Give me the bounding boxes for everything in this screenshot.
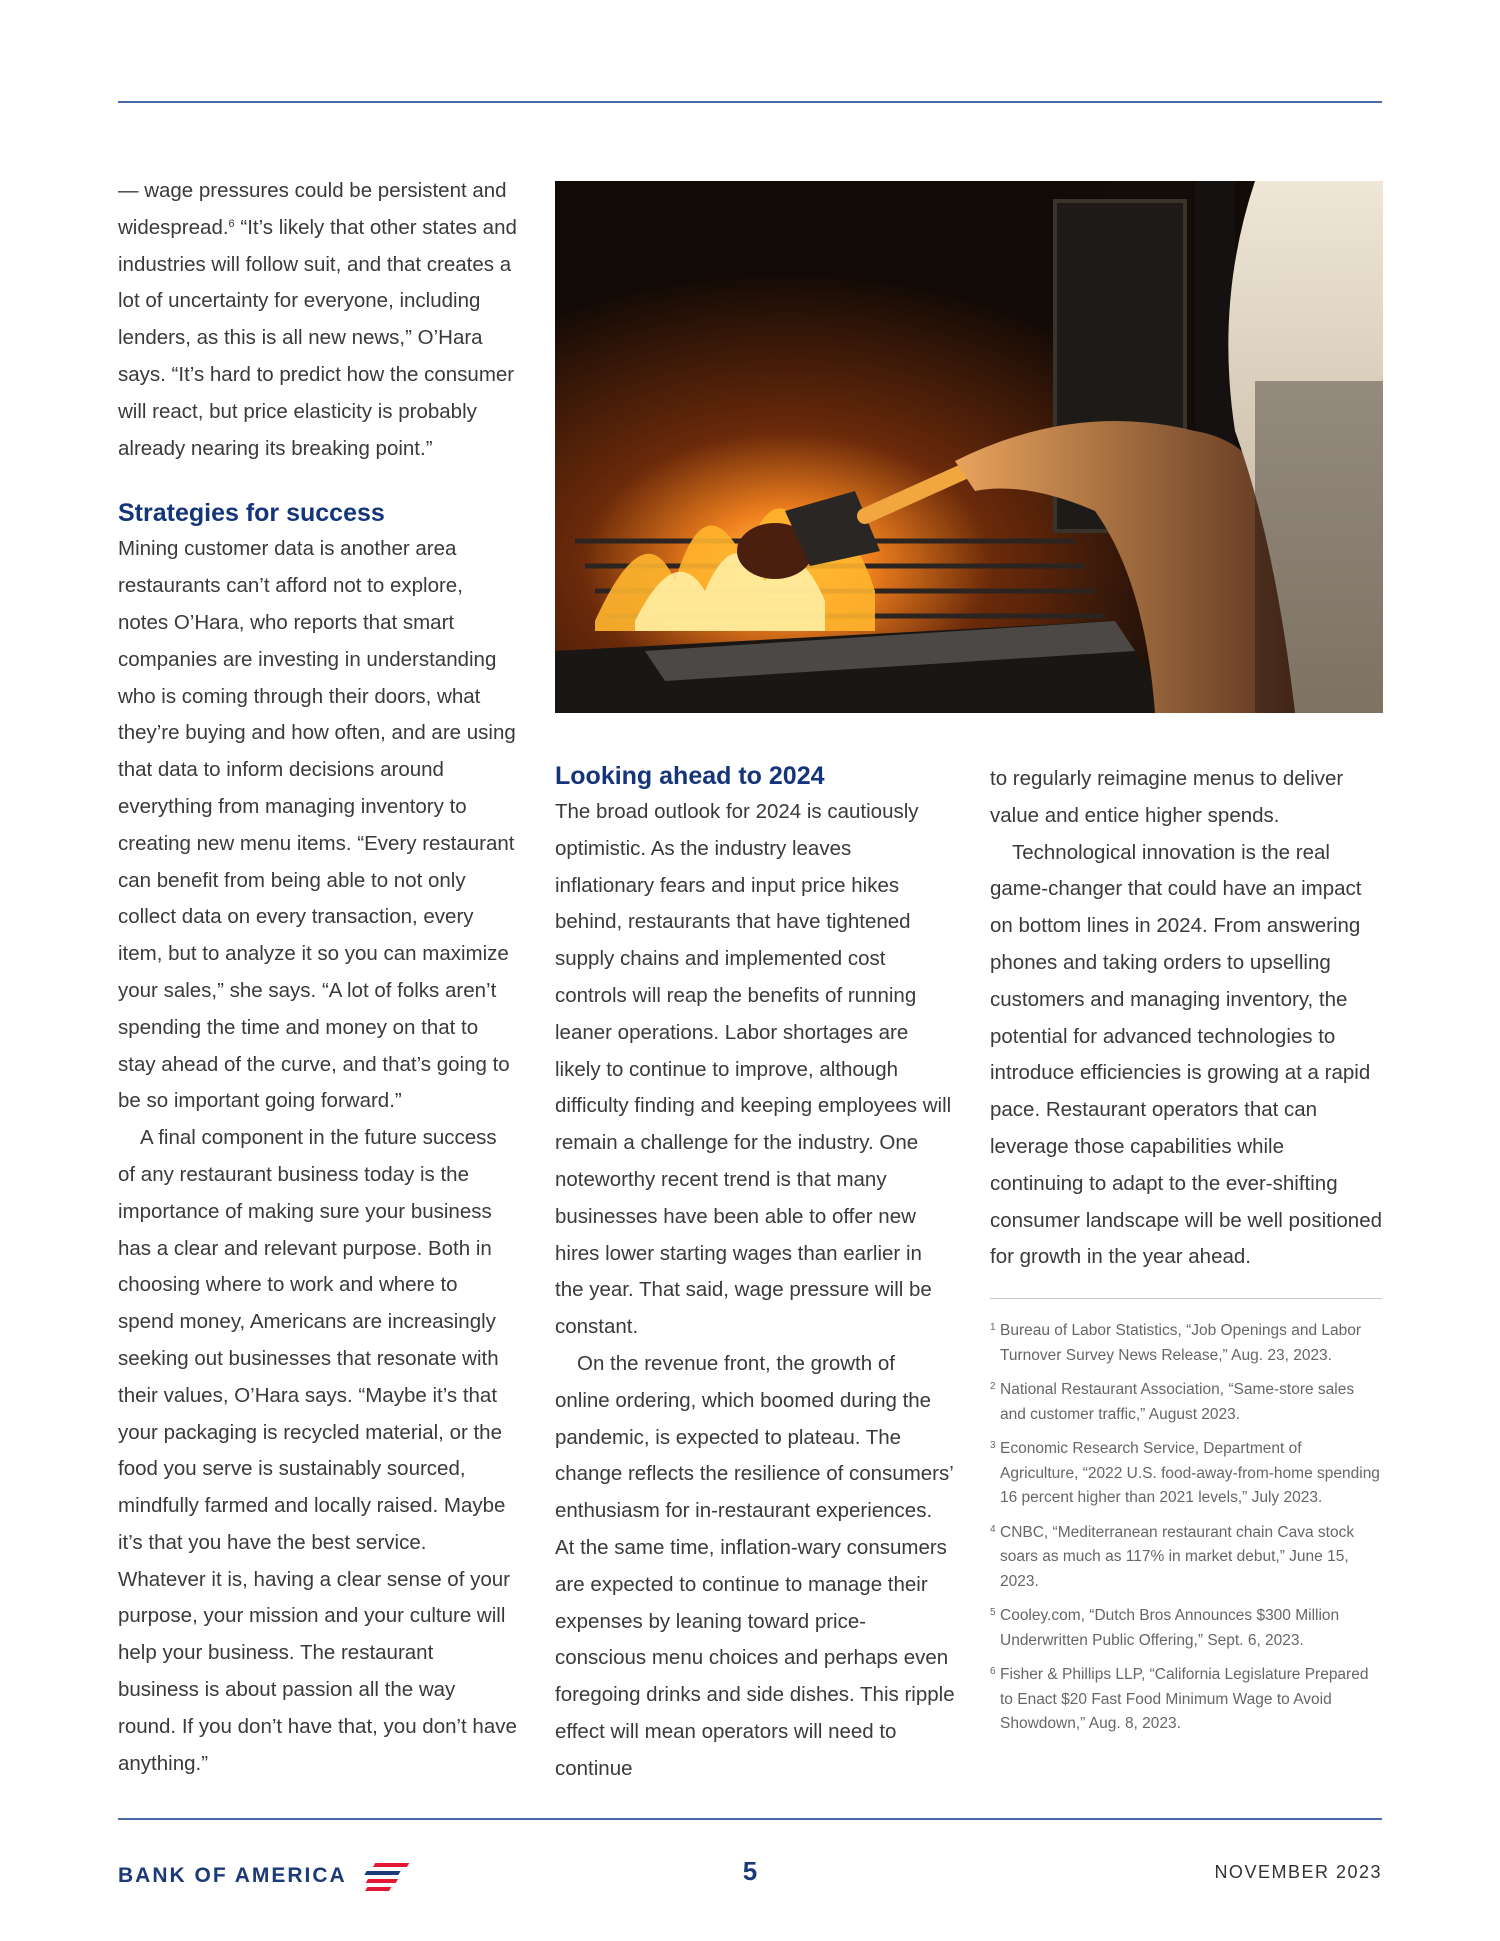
footnote: 6 Fisher & Phillips LLP, “California Legislature Prepared to Enact $20 Fast Food Minimum Wage to Avoid Showdown,” Aug. 8, 2023.: [990, 1666, 1369, 1733]
footer-rule: [118, 1818, 1382, 1820]
footnote: 2 National Restaurant Association, “Same-store sales and customer traffic,” August 2023.: [990, 1381, 1355, 1423]
left-column: [118, 173, 518, 1782]
flag-icon: [353, 1860, 409, 1892]
footnote: 3 Economic Research Service, Department of Agriculture, “2022 U.S. food-away-from-home spending 16 percent higher than 2021 levels,” July 2023.: [990, 1440, 1380, 1507]
strategies-paragraph-2: A final component in the future success of any restaurant business today is the importance of making sure your business has a clear and relevant purpose. Both in choosing where to work and where to spend money, Americans are increasingly seeking out businesses that resonate with their values, O’Hara says. “Maybe it’s that your packaging is recycled material, or the food you serve is sustainably sourced, mindfully farmed and locally raised. Maybe it’s that you have the best service. Whatever it is, having a clear sense of your purpose, your mission and your culture will help your business. The restaurant business is about passion all the way round. If you don’t have that, you don’t have anything.”: [118, 1126, 517, 1775]
right-column: [990, 761, 1382, 1747]
grill-photo: [555, 181, 1383, 713]
footnote-divider: [990, 1298, 1382, 1299]
brand-name: BANK OF AMERICA: [118, 1864, 347, 1887]
footnote: 1 Bureau of Labor Statistics, “Job Openings and Labor Turnover Survey News Release,” Aug. 23, 2023.: [990, 1322, 1362, 1364]
looking-ahead-paragraph-1: The broad outlook for 2024 is cautiously optimistic. As the industry leaves inflationary fears and input price hikes behind, restaurants that have tightened supply chains and implemented cost controls will reap the benefits of running leaner operations. Labor shortages are likely to continue to improve, although difficulty finding and keeping employees will remain a challenge for the industry. One noteworthy recent trend is that many businesses have been able to offer new hires lower starting wages than earlier in the year. That said, wage pressure will be constant.: [555, 800, 952, 1339]
page-number: 5: [742, 1856, 758, 1886]
intro-paragraph: — wage pressures could be persistent and widespread.$^6$ “It’s likely that other states and industries will follow suit, and that creates a lot of uncertainty for everyone, including lenders, as this is all new news,” O’Hara says. “It’s hard to predict how the consumer will react, but price elasticity is probably already nearing its breaking point.”: [118, 179, 517, 460]
header-rule: [118, 101, 1382, 103]
continuation-paragraph: to regularly reimagine menus to deliver value and entice higher spends.: [990, 767, 1344, 827]
technology-paragraph: Technological innovation is the real game-changer that could have an impact on bottom lines in 2024. From answering phones and taking orders to upselling customers and managing inventory, the potential for advanced technologies to introduce efficiencies is growing at a rapid pace. Restaurant operators that can leverage those capabilities while continuing to adapt to the ever-shifting consumer landscape will be well positioned for growth in the year ahead.: [990, 840, 1382, 1269]
middle-column: [555, 758, 955, 1788]
footnote-ref: 6: [228, 217, 235, 230]
bank-of-america-logo: [118, 1858, 409, 1894]
looking-ahead-paragraph-2: On the revenue front, the growth of online ordering, which boomed during the pandemic, is expected to plateau. The change reflects the resilience of consumers’ enthusiasm for in-restaurant experiences. At the same time, inflation-wary consumers are expected to continue to manage their expenses by leaning toward price-conscious menu choices and perhaps even foregoing drinks and side dishes. This ripple effect will mean operators will need to continue: [555, 1351, 955, 1780]
footnote: 5 Cooley.com, “Dutch Bros Announces $300 Million Underwritten Public Offering,” Sept. 6, 2023.: [990, 1607, 1340, 1649]
strategies-heading: Strategies for success: [118, 499, 385, 528]
publication-date: NOVEMBER 2023: [1214, 1862, 1382, 1882]
looking-ahead-heading: Looking ahead to 2024: [555, 762, 825, 790]
footnotes: [990, 1319, 1382, 1737]
strategies-paragraph-1: Mining customer data is another area restaurants can’t afford not to explore, notes O’Hara, who reports that smart companies are investing in understanding who is coming through their doors, what they’re buying and how often, and are using that data to inform decisions around everything from managing inventory to creating new menu items. “Every restaurant can benefit from being able to not only collect data on every transaction, every item, but to analyze it so you can maximize your sales,” she says. “A lot of folks aren’t spending the time and money on that to stay ahead of the curve, and that’s going to be so important going forward.”: [118, 537, 516, 1113]
footnote: 4 CNBC, “Mediterranean restaurant chain Cava stock soars as much as 117% in market debut,” June 15, 2023.: [990, 1523, 1355, 1590]
